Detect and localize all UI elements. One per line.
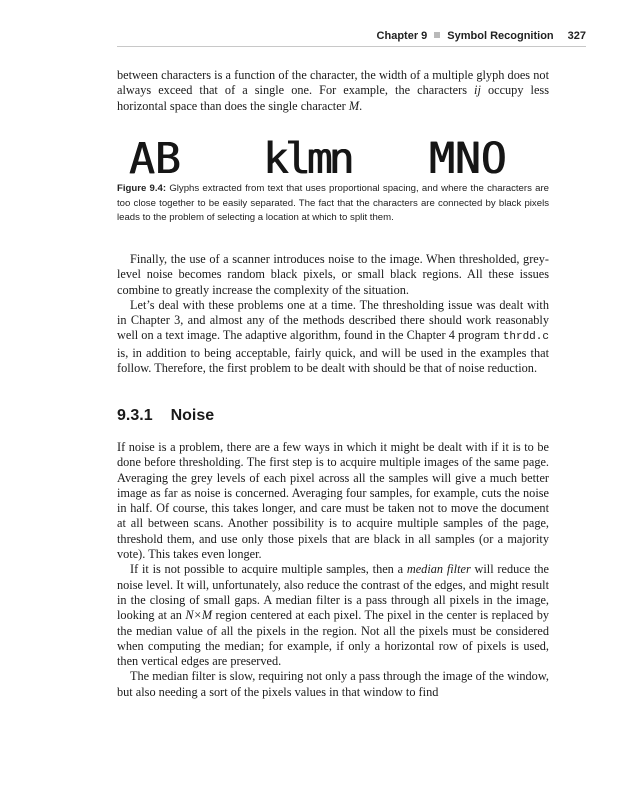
chapter-label: Chapter 9	[376, 30, 428, 42]
page-number: 327	[567, 30, 586, 42]
median-filter-term: median filter	[406, 562, 471, 577]
paragraph-scanner: Finally, the use of a scanner introduces noise to the image. When thresholded, grey-level noise becomes random black pixels, or small black regions. All these issues combine to greatly increase the complexity of the situation.	[117, 252, 549, 297]
glyph-group-klmn: klmn	[263, 134, 351, 184]
paragraph-top: between characters is a function of the character, the width of a multiple glyph does not always exceed that of a single one. For example, the characters ij occupy less horizontal space than does the single character M.	[117, 68, 549, 113]
header-rule	[117, 46, 586, 47]
section-heading	[117, 407, 214, 425]
paragraph-deal: Let’s deal with these problems one at a time. The thresholding issue was dealt with in Chapter 3, and almost any of the methods described there should work reasonably well on a text image. The adaptive algorithm, found in the Chapter 4 program thrdd.c is, in addition to being acceptable, fairly quick, and will be used in the examples that follow. Therefore, the first problem to be dealt with should be that of noise reduction.	[117, 297, 549, 376]
glyph-group-ab: AB	[129, 134, 181, 184]
figure-caption-text: Glyphs extracted from text that uses proportional spacing, and where the characters are too close together to be easily separated. The fact that the characters are connected by black pixels leads to the problem of selecting a location at which to split them.	[117, 183, 549, 224]
m-italic: M	[348, 98, 360, 113]
paragraph-slow: The median filter is slow, requiring not only a pass through the image of the window, but also needing a sort of the pixels values in that window to find	[117, 669, 549, 699]
figure-caption	[117, 182, 549, 226]
glyph-group-mno: MNO	[429, 134, 507, 184]
section-number: 9.3.1	[117, 407, 153, 424]
section-body	[117, 440, 549, 700]
chapter-title: Symbol Recognition	[447, 30, 554, 42]
paragraph-noise: If noise is a problem, there are a few ways in which it might be dealt with if it is to be done before thresholding. The first step is to acquire multiple images of the same page. Averaging the grey levels of each pixel across all the samples will give a much better image as far as noise is concerned. Averaging four samples, for example, cuts the noise in half. Of course, this takes longer, and care must be taken not to move the document at all between scans. Another possibility is to acquire multiple samples of the page, threshold them, and use only those pixels that are black in all samples (or a majority vote). This takes even longer.	[117, 440, 549, 562]
separator-square-icon	[434, 32, 440, 38]
running-head	[117, 30, 586, 42]
figure-label: Figure 9.4:	[117, 183, 167, 194]
paragraph-median: If it is not possible to acquire multiple samples, then a median filter will reduce the noise level. It will, unfortunately, also reduce the contrast of the edges, and might result in the closing of small gaps. A median filter is a pass through all pixels in the image, looking at an N×M region centered at each pixel. The pixel in the center is replaced by the median value of all the pixels in the region. Not all the pixels must be considered when computing the median; for example, if only a horizontal row of pixels is used, then vertical edges are preserved.	[117, 562, 549, 669]
paragraph-scanner-block	[117, 252, 549, 376]
ij-italic: ij	[474, 83, 481, 98]
section-title: Noise	[170, 407, 215, 424]
code-filename: thrdd.c	[502, 331, 549, 344]
figure-9-4-glyphs	[125, 134, 545, 184]
region-size: N×M	[185, 608, 213, 623]
